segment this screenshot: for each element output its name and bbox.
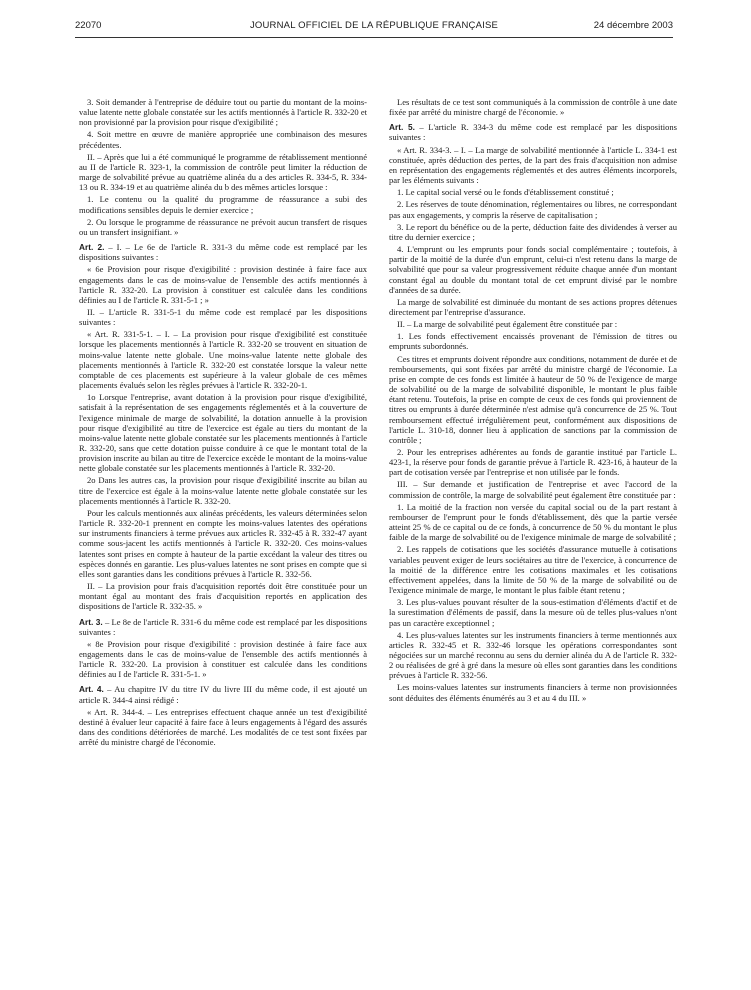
body-paragraph: II. – Après que lui a été communiqué le programme de rétablissement mentionné au II de l'article R. 323-1, la commission de contrôle peut limiter la réduction de marge de solvabilité prévue au quatrième alinéa du a des articles R. 334-5, R. 334-13 ou R. 334-19 et au quatrième alinéa du b des mêmes articles lorsque : (79, 151, 367, 193)
body-paragraph: 4. L'emprunt ou les emprunts pour fonds social complémentaire ; toutefois, à partir de la moitié de la durée d'un emprunt, celui-ci n'est retenu dans la marge de solvabilité que pour sa valeur progressivement réduite chaque année d'un montant constant égal au double du montant total de cet emprunt divisé par le nombre d'années de sa durée. (389, 244, 677, 295)
article-paragraph (79, 684, 367, 704)
body-paragraph: 4. Soit mettre en œuvre de manière appropriée une combinaison des mesures précédentes. (79, 129, 367, 150)
body-paragraph: 2o Dans les autres cas, la provision pour risque d'exigibilité inscrite au bilan au titre de l'exercice est égale à la moins-value latente nette globale constatée sur les placements mentionnés à l'article R. 332-20. (79, 475, 367, 506)
body-paragraph: II. – L'article R. 331-5-1 du même code est remplacé par les dispositions suivantes : (79, 306, 367, 328)
body-paragraph: 3. Le report du bénéfice ou de la perte, déduction faite des dividendes à verser au titre du dernier exercice ; (389, 221, 677, 242)
body-paragraph: « Art. R. 344-4. – Les entreprises effectuent chaque année un test d'exigibilité destiné à évaluer leur capacité à faire face à leurs engagements à l'égard des assurés dans des conditions détériorées de marché. Les modalités de ce test sont fixées par arrêté du ministre chargé de l'économie. (79, 706, 367, 748)
article-text: – Le 8e de l'article R. 331-6 du même code est remplacé par les dispositions suivantes : (79, 616, 368, 637)
body-paragraph: II. – La marge de solvabilité peut également être constituée par : (397, 319, 618, 330)
article-text: – Au chapitre IV du titre IV du livre III du même code, il est ajouté un article R. 344-4 ainsi rédigé : (79, 684, 367, 705)
body-paragraph: La marge de solvabilité est diminuée du montant de ses actions propres détenues directement par l'entreprise d'assurance. (389, 296, 677, 317)
body-paragraph: « 8e Provision pour risque d'exigibilité : provision destinée à faire face aux engagements dans le cas de moins-value de l'ensemble des actifs mentionnés à l'article R. 332-20. La provision à constituer est calculée dans les conditions définies au I de l'article R. 331-5-1. » (79, 638, 367, 680)
article-text: – I. – Le 6e de l'article R. 331-3 du même code est remplacé par les dispositions suivantes : (79, 242, 367, 263)
body-paragraph: 3. Les plus-values pouvant résulter de la sous-estimation d'éléments d'actif et de la surestimation d'éléments de passif, dans la mesure où de telles plus-values n'ont pas un caractère exceptionnel ; (389, 597, 677, 628)
body-paragraph: Les résultats de ce test sont communiqués à la commission de contrôle à une date fixée par arrêté du ministre chargé de l'économie. » (389, 97, 677, 118)
body-paragraph: Les moins-values latentes sur instruments financiers à terme non provisionnées sont déduites des éléments énumérés au 3 et au 4 du III. » (389, 682, 677, 703)
right-column (389, 97, 677, 705)
article-paragraph (79, 617, 367, 637)
body-paragraph: III. – Sur demande et justification de l'entreprise et avec l'accord de la commission de contrôle, la marge de solvabilité peut également être constituée par : (389, 479, 677, 500)
body-paragraph: Ces titres et emprunts doivent répondre aux conditions, notamment de durée et de remboursements, qui sont fixées par arrêté du ministre chargé de l'économie. La prise en compte de ces fonds est limitée à hauteur de 50 % de l'exigence de marge de solvabilité ou de la marge de solvabilité disponible, le montant le plus faible étant retenu. Toutefois, la prise en compte de ceux de ces fonds qui proviennent de titres ou emprunts à durée déterminée n'est admise qu'à concurrence de 25 %. Tout remboursement effectué irrégulièrement peut, conformément aux dispositions de l'article L. 310-18, donner lieu à application de sanctions par la commission de contrôle ; (389, 353, 677, 445)
page-header (75, 20, 673, 36)
body-paragraph: 2. Ou lorsque le programme de réassurance ne prévoit aucun transfert de risques ou un transfert insignifiant. » (79, 216, 367, 237)
article-label: Art. 4. (79, 684, 104, 695)
header-rule (75, 37, 673, 38)
body-paragraph: 1o Lorsque l'entreprise, avant dotation à la provision pour risque d'exigibilité, satisfait à la représentation de ses engagements réglementés et à la couverture de l'exigence minimale de marge de solvabilité, la dotation annuelle à la provision pour risque d'exigibilité au titre de l'exercice est égale au tiers du montant de la moins-value latente nette globale constatée sur les placements mentionnés à l'article R. 332-20, sans que cette dotation puisse conduire à ce que le montant total de la provision inscrite au bilan au titre de l'exercice excède le montant de la moins-value nette globale constatée sur les placements mentionnés à l'article R. 332-20. (79, 392, 367, 474)
article-label: Art. 2. (79, 242, 105, 253)
body-paragraph: 2. Les rappels de cotisations que les sociétés d'assurance mutuelle à cotisations variables peuvent exiger de leurs sociétaires au titre de l'exercice, à concurrence de la moitié de la différence entre les cotisations maximales et les cotisations effectivement appelées, dans la limite de 50 % de la marge de solvabilité ou de l'exigence minimale de marge, le montant le plus faible étant retenu ; (389, 544, 677, 596)
body-paragraph: 4. Les plus-values latentes sur les instruments financiers à terme mentionnés aux articles R. 332-45 et R. 332-46 lorsque les opérations correspondantes sont négociées sur un marché reconnu au sens du dernier alinéa du A de l'article R. 332-2 ou réalisées de gré à gré dans la mesure où elles sont garanties dans les conditions prévues à l'article R. 332-56. (389, 629, 677, 681)
body-paragraph: 2. Les réserves de toute dénomination, réglementaires ou libres, ne correspondant pas aux engagements, y compris la réserve de capitalisation ; (389, 199, 677, 220)
body-paragraph: 1. Le contenu ou la qualité du programme de réassurance a subi des modifications sensibles depuis le dernier exercice ; (79, 194, 367, 215)
article-text: – L'article R. 334-3 du même code est remplacé par les dispositions suivantes : (389, 122, 677, 143)
article-paragraph (389, 122, 677, 142)
article-label: Art. 5. (389, 122, 415, 133)
body-paragraph: 3. Soit demander à l'entreprise de déduire tout ou partie du montant de la moins-value latente nette globale constatée sur les actifs mentionnés à l'article R. 332-20 et non provisionné par la provision pour risque d'exigibilité ; (79, 97, 367, 128)
body-paragraph: 2. Pour les entreprises adhérentes au fonds de garantie institué par l'article L. 423-1, la réserve pour fonds de garantie prévue à l'article R. 423-16, à hauteur de la part de cotisation versée par l'entreprise et non utilisée par le fonds. (389, 447, 677, 478)
article-label: Art. 3. (79, 616, 103, 627)
body-paragraph: « Art. R. 331-5-1. – I. – La provision pour risque d'exigibilité est constituée lorsque les placements mentionnés à l'article R. 332-20 se trouvent en situation de moins-value latente nette globale. Une moins-value latente nette globale des placements mentionnés à l'article R. 332-20 est constatée lorsque la valeur nette comptable de ces placements est supérieure à la valeur globale de ces mêmes placements évalués selon les règles prévues à l'article R. 332-20-1. (79, 329, 367, 391)
journal-title: JOURNAL OFFICIEL DE LA RÉPUBLIQUE FRANÇAISE (249, 20, 499, 31)
body-paragraph: « 6e Provision pour risque d'exigibilité : provision destinée à faire face aux engagements dans le cas de moins-value de l'ensemble des actifs mentionnés à l'article R. 332-20. La provision à constituer est calculée dans les conditions définies au I de l'article R. 331-5-1 ; » (79, 264, 367, 305)
body-paragraph: 1. Le capital social versé ou le fonds d'établissement constitué ; (397, 187, 614, 198)
article-paragraph (79, 242, 367, 262)
body-paragraph: Pour les calculs mentionnés aux alinéas précédents, les valeurs déterminées selon l'article R. 332-20-1 prennent en compte les moins-values latentes des opérations sur instruments financiers à terme prévues aux articles R. 332-45 à R. 332-47 ayant comme sous-jacent les actifs mentionnés à l'article R. 332-20. Ces moins-values latentes sont prises en compte à hauteur de la partie excédant la valeur des titres ou espèces donnés en garantie. Les plus-values latentes ne sont prises en compte que si elles sont garanties dans les conditions prévues à l'article R. 332-56. (79, 507, 367, 579)
body-paragraph: II. – La provision pour frais d'acquisition reportés doit être constituée pour un montant égal au montant des frais d'acquisition reportés en application des dispositions de l'article R. 332-35. » (79, 581, 367, 612)
body-paragraph: 1. Les fonds effectivement encaissés provenant de l'émission de titres ou emprunts subordonnés. (389, 331, 677, 352)
left-column (79, 97, 367, 749)
body-paragraph: 1. La moitié de la fraction non versée du capital social ou de la part restant à rembourser de l'emprunt pour le fonds d'établissement, dès que la partie versée atteint 25 % de ce capital ou de ce fonds, à concurrence de 50 % du montant le plus faible de la marge de solvabilité ou de l'exigence minimale de marge de solvabilité ; (389, 501, 677, 543)
page-number: 22070 (75, 20, 102, 31)
publication-date: 24 décembre 2003 (593, 20, 673, 31)
body-paragraph: « Art. R. 334-3. – I. – La marge de solvabilité mentionnée à l'article L. 334-1 est constituée, après déduction des pertes, de la part des frais d'acquisition non admise en représentation des engagements réglementés et des autres éléments incorporels, par les éléments suivants : (389, 144, 677, 186)
